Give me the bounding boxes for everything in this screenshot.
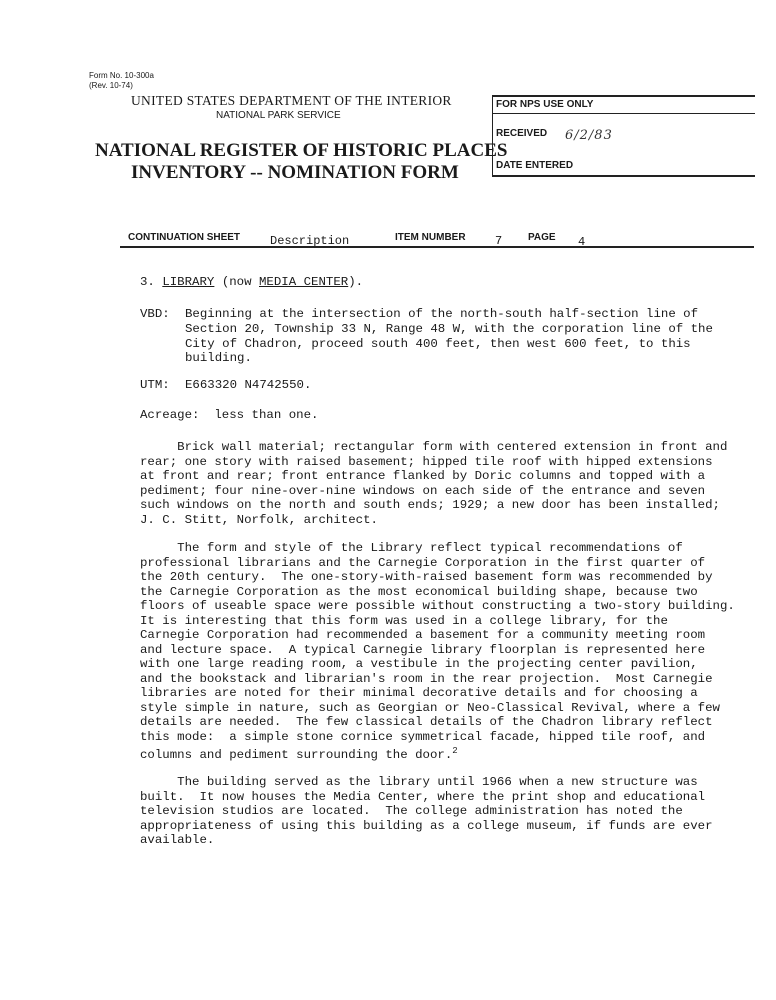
paragraph-line: the Carnegie Corporation as the most economical building shape, because two (140, 584, 698, 599)
paragraph-line: at front and rear; front entrance flanked by Doric columns and topped with a (140, 469, 706, 483)
page-label: PAGE (528, 232, 556, 243)
department-heading: UNITED STATES DEPARTMENT OF THE INTERIOR (131, 93, 452, 108)
paragraph-line: such windows on the north and south ends; 1929; a new door has been installed; (140, 498, 720, 512)
continuation-rule (120, 246, 754, 248)
paragraph-line: the 20th century. The one-story-with-raised basement form was recommended by (140, 570, 713, 584)
paragraph-line: television studios are located. The college administration has noted the (140, 804, 683, 818)
utm-value: E663320 N4742550. (185, 378, 312, 392)
page-number-value: 4 (578, 235, 586, 249)
entry-number: 3. (140, 275, 155, 289)
date-entered-label: DATE ENTERED (496, 160, 574, 171)
paragraph-line: libraries are noted for their minimal decorative details and for choosing a (140, 686, 698, 700)
paragraph-line: and lecture space. A typical Carnegie library floorplan is represented here (140, 642, 706, 657)
paragraph-line: built. It now houses the Media Center, where the print shop and educational (140, 789, 706, 804)
item-number-value: 7 (495, 234, 503, 248)
vbd-line: Section 20, Township 33 N, Range 48 W, with the corporation line of the (185, 322, 713, 336)
paragraph-line: available. (140, 833, 215, 847)
form-revision-line: (Rev. 10-74) (89, 81, 133, 90)
vbd-line: Beginning at the intersection of the north-south half-section line of (185, 307, 699, 321)
nps-box-heading: FOR NPS USE ONLY (496, 99, 594, 110)
paragraph-line: professional librarians and the Carnegie Corporation in the first quarter of (140, 555, 706, 570)
nps-use-box (492, 95, 755, 177)
vbd-line: building. (185, 351, 252, 365)
footnote-marker: 2 (452, 746, 458, 756)
received-label: RECEIVED (496, 128, 548, 139)
paragraph-line: The form and style of the Library reflect typical recommendations of (140, 541, 683, 555)
utm-label: UTM: (140, 378, 170, 392)
form-number (89, 71, 154, 91)
entry-name: LIBRARY (162, 275, 215, 289)
acreage-label: Acreage: (140, 408, 200, 422)
acreage-line (140, 408, 318, 423)
paragraph-line: style simple in nature, such as Georgian or Neo-Classical Revival, where a few (140, 700, 720, 715)
paragraph-line: and the bookstack and librarian's room in the rear projection. Most Carnegie (140, 671, 713, 686)
entry-heading (140, 275, 363, 290)
paragraph-line: The building served as the library until 1966 when a new structure was (140, 775, 698, 789)
acreage-value: less than one. (214, 408, 319, 422)
vbd-line: City of Chadron, proceed south 400 feet, then west 600 feet, to this (185, 337, 691, 351)
entry-heading-end: ). (348, 275, 364, 289)
paragraph-line: pediment; four nine-over-nine windows on each side of the entrance and seven (140, 483, 706, 498)
paragraph-line: with one large reading room, a vestibule in the projecting center pavilion, (140, 657, 698, 671)
form-title-line1: NATIONAL REGISTER OF HISTORIC PLACES (95, 140, 508, 161)
paragraph-line: J. C. Stitt, Norfolk, architect. (140, 512, 378, 527)
entry-current-name: MEDIA CENTER (259, 275, 349, 289)
paragraph-line: this mode: a simple stone cornice symmetrical facade, hipped tile roof, and (140, 729, 706, 744)
continuation-sheet-value: Description (270, 234, 350, 248)
paragraph-line: Carnegie Corporation had recommended a basement for a community meeting room (140, 628, 706, 642)
received-date: 6/2/83 (565, 128, 613, 143)
nps-box-divider (493, 113, 755, 114)
paragraph-line: rear; one story with raised basement; hipped tile roof with hipped extensions (140, 454, 713, 469)
form-title-line2: INVENTORY -- NOMINATION FORM (131, 162, 459, 183)
paragraph-line: floors of useable space were possible without constructing a two-story building. (140, 599, 735, 613)
vbd-label: VBD: (140, 307, 170, 321)
form-number-line: Form No. 10-300a (89, 71, 154, 80)
entry-heading-mid: (now (221, 275, 252, 289)
paragraph-line: appropriateness of using this building as a college museum, if funds are ever (140, 818, 713, 833)
paragraph-line: It is interesting that this form was used in a college library, for the (140, 613, 668, 628)
continuation-sheet-label: CONTINUATION SHEET (128, 232, 241, 243)
paragraph-last-line (140, 744, 740, 763)
paragraph-line: Brick wall material; rectangular form with centered extension in front and (140, 440, 728, 454)
paragraph-line: details are needed. The few classical details of the Chadron library reflect (140, 715, 713, 729)
item-number-label: ITEM NUMBER (395, 232, 466, 243)
service-heading: NATIONAL PARK SERVICE (216, 110, 341, 121)
paragraph-line: columns and pediment surrounding the door. (140, 748, 453, 762)
